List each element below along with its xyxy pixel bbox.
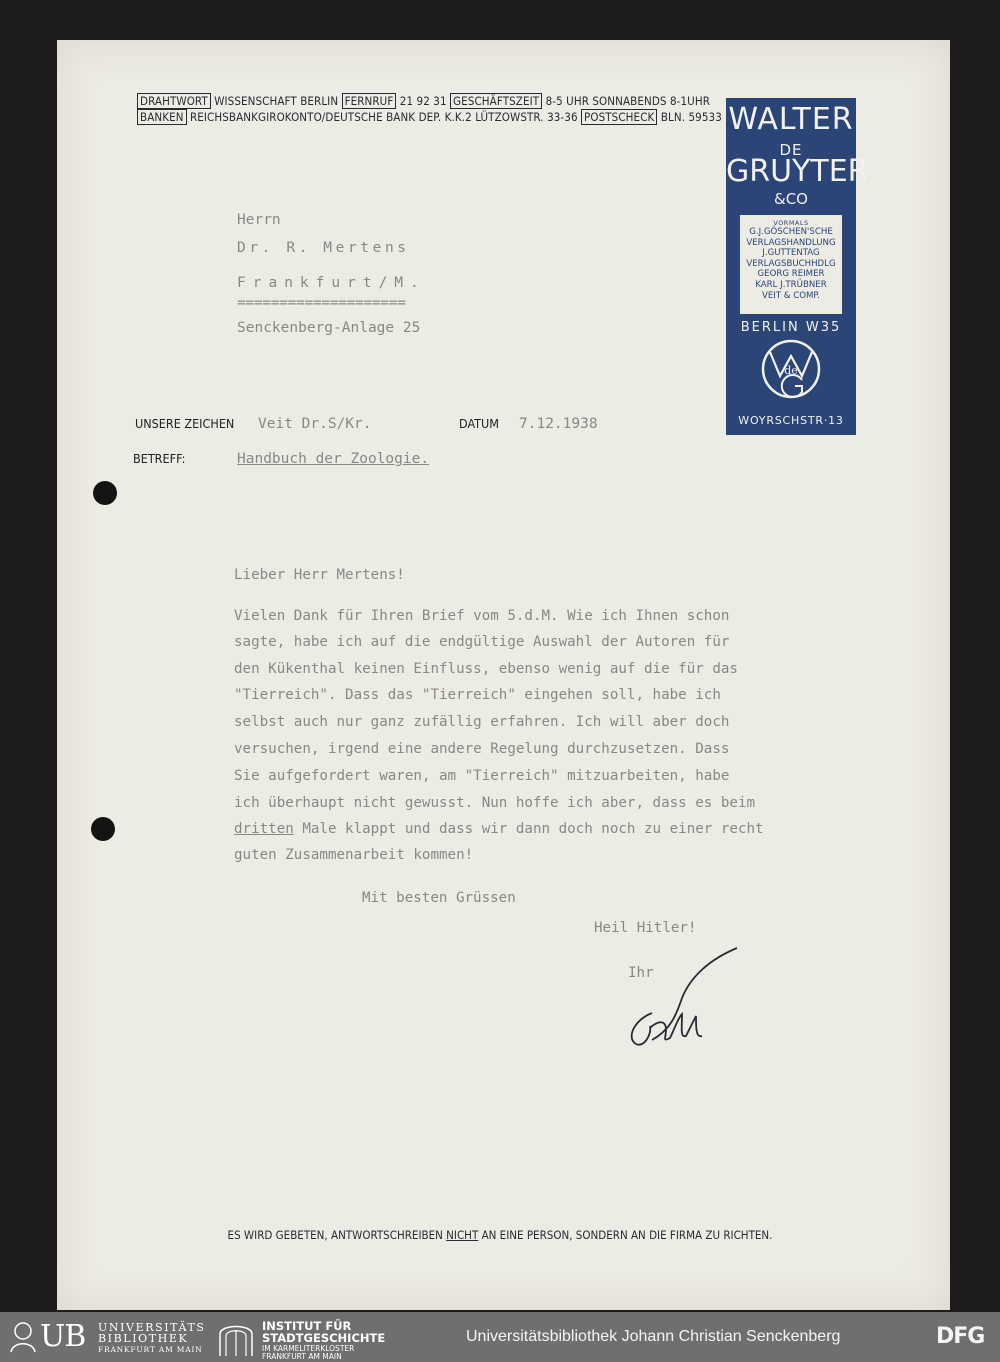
- postscheck-value: BLN. 59533: [660, 110, 722, 124]
- logo-predecessor: VEIT & COMP.: [761, 290, 820, 301]
- address-street: Senckenberg-Anlage 25: [237, 320, 421, 336]
- punch-hole: [91, 817, 115, 841]
- letter-line: Vielen Dank für Ihren Brief vom 5.d.M. Wie ich Ihnen schon: [234, 608, 730, 624]
- isg-title: [262, 1320, 385, 1344]
- address-underline: ====================: [237, 295, 406, 311]
- letter-line: sagte, habe ich auf die endgültige Auswahl der Autoren für: [234, 634, 730, 650]
- fernruf-value: 21 92 31: [399, 94, 447, 108]
- isg-line: STADTGESCHICHTE: [262, 1331, 386, 1345]
- handwritten-signature-icon: [612, 938, 742, 1058]
- logo-predecessor: J.GUTTENTAG: [762, 248, 820, 259]
- address-name: Dr. R. Mertens: [237, 240, 410, 256]
- ub-logo[interactable]: [8, 1319, 208, 1355]
- letter-line-9: [234, 821, 764, 837]
- letter-line: Sie aufgefordert waren, am "Tierreich" mitzuarbeiten, habe: [234, 768, 730, 784]
- address-city: Frankfurt/M.: [237, 275, 426, 291]
- logo-predecessor: G.J.GÖSCHEN'SCHE: [749, 227, 833, 237]
- footer-note: [0, 1228, 1000, 1242]
- svg-text:de: de: [784, 364, 798, 377]
- geschaeftszeit-value: 8-5 UHR SONNABENDS 8-1UHR: [545, 94, 710, 108]
- logo-walter: WALTER: [728, 102, 854, 137]
- isg-line: FRANKFURT AM MAIN: [262, 1352, 342, 1361]
- address-name-line: [237, 240, 410, 256]
- letter-closing: Mit besten Grüssen: [362, 890, 516, 906]
- datum-label: DATUM: [459, 416, 499, 431]
- ub-text: [98, 1322, 206, 1355]
- footer-note-emphasis: NICHT: [446, 1228, 479, 1242]
- logo-predecessors-box: [740, 215, 842, 314]
- letter-line: "Tierreich". Dass das "Tierreich" eingehen soll, habe ich: [234, 687, 721, 703]
- zeichen-value: Veit Dr.S/Kr.: [258, 416, 372, 432]
- letter-line: versuchen, irgend eine andere Regelung durchzusetzen. Dass: [234, 741, 730, 757]
- logo-co: &CO: [774, 190, 808, 208]
- logo-predecessor: VERLAGSHANDLUNG: [746, 237, 836, 248]
- drahtwort-label: DRAHTWORT: [137, 93, 211, 109]
- logo-street: WOYRSCHSTR·13: [738, 414, 844, 427]
- zeichen-label: UNSERE ZEICHEN: [135, 416, 235, 431]
- letter-line-9-rest: Male klappt und dass wir dann doch noch zu einer recht: [293, 821, 764, 837]
- arch-building-icon: [216, 1320, 256, 1356]
- letter-line: selbst auch nur ganz zufällig erfahren. Ich will aber doch: [234, 714, 730, 730]
- logo-vormals: VORMALS: [773, 219, 809, 227]
- logo-predecessor: VERLAGSBUCHHDLG: [746, 258, 836, 269]
- letter-line: den Kükenthal keinen Einfluss, ebenso wenig auf die für das: [234, 661, 738, 677]
- banken-label: BANKEN: [137, 109, 187, 125]
- dfg-logo[interactable]: DFG: [936, 1324, 985, 1349]
- address-salutation: Herrn: [237, 212, 281, 228]
- ub-line: BIBLIOTHEK: [98, 1332, 189, 1345]
- datum-value: 7.12.1938: [519, 416, 598, 432]
- letter-ihr: Ihr: [628, 965, 654, 981]
- isg-line: IM KARMELITERKLOSTER: [262, 1344, 355, 1353]
- archive-footer-bar: [0, 1312, 1000, 1362]
- publisher-logo: [726, 98, 869, 435]
- portrait-icon: [8, 1319, 38, 1353]
- ub-line: FRANKFURT AM MAIN: [98, 1345, 203, 1354]
- fernruf-label: FERNRUF: [342, 93, 397, 109]
- isg-logo[interactable]: [216, 1318, 416, 1361]
- postscheck-label: POSTSCHECK: [581, 109, 657, 125]
- footer-note-after: AN EINE PERSON, SONDERN AN DIE FIRMA ZU RICHTEN.: [478, 1228, 773, 1242]
- logo-city: BERLIN W35: [740, 320, 842, 335]
- betreff-label: BETREFF:: [133, 451, 186, 466]
- letter-line: guten Zusammenarbeit kommen!: [234, 847, 474, 863]
- logo-gruyter: GRUYTER: [726, 154, 869, 189]
- letter-heil: Heil Hitler!: [594, 920, 697, 936]
- letter-line: ich überhaupt nicht gewusst. Nun hoffe ich aber, dass es beim: [234, 795, 756, 811]
- isg-subtitle: [262, 1345, 354, 1361]
- punch-hole: [93, 481, 117, 505]
- ub-line: UNIVERSITÄTS: [98, 1321, 206, 1334]
- letter-greeting: Lieber Herr Mertens!: [234, 567, 405, 583]
- betreff-value: Handbuch der Zoologie.: [237, 451, 430, 467]
- letterhead-line-1: [137, 94, 710, 108]
- drahtwort-value: WISSENSCHAFT BERLIN: [214, 94, 339, 108]
- logo-predecessor: GEORG REIMER: [757, 269, 825, 280]
- ub-mark: UB: [40, 1319, 86, 1354]
- logo-predecessor: KARL J.TRÜBNER: [755, 279, 827, 290]
- wdeg-emblem-icon: [760, 338, 822, 400]
- geschaeftszeit-label: GESCHÄFTSZEIT: [450, 93, 542, 109]
- footer-note-before: ES WIRD GEBETEN, ANTWORTSCHREIBEN: [227, 1228, 447, 1242]
- library-title-link[interactable]: Universitätsbibliothek Johann Christian Senckenberg: [466, 1328, 841, 1345]
- letterhead-line-2: [137, 110, 722, 124]
- underlined-word: dritten: [234, 821, 294, 837]
- logo-de: DE: [779, 141, 803, 159]
- banken-value: REICHSBANKGIROKONTO/DEUTSCHE BANK DEP. K.K.2 LÜTZOWSTR. 33-36: [189, 110, 578, 124]
- isg-line: INSTITUT FÜR: [262, 1319, 352, 1333]
